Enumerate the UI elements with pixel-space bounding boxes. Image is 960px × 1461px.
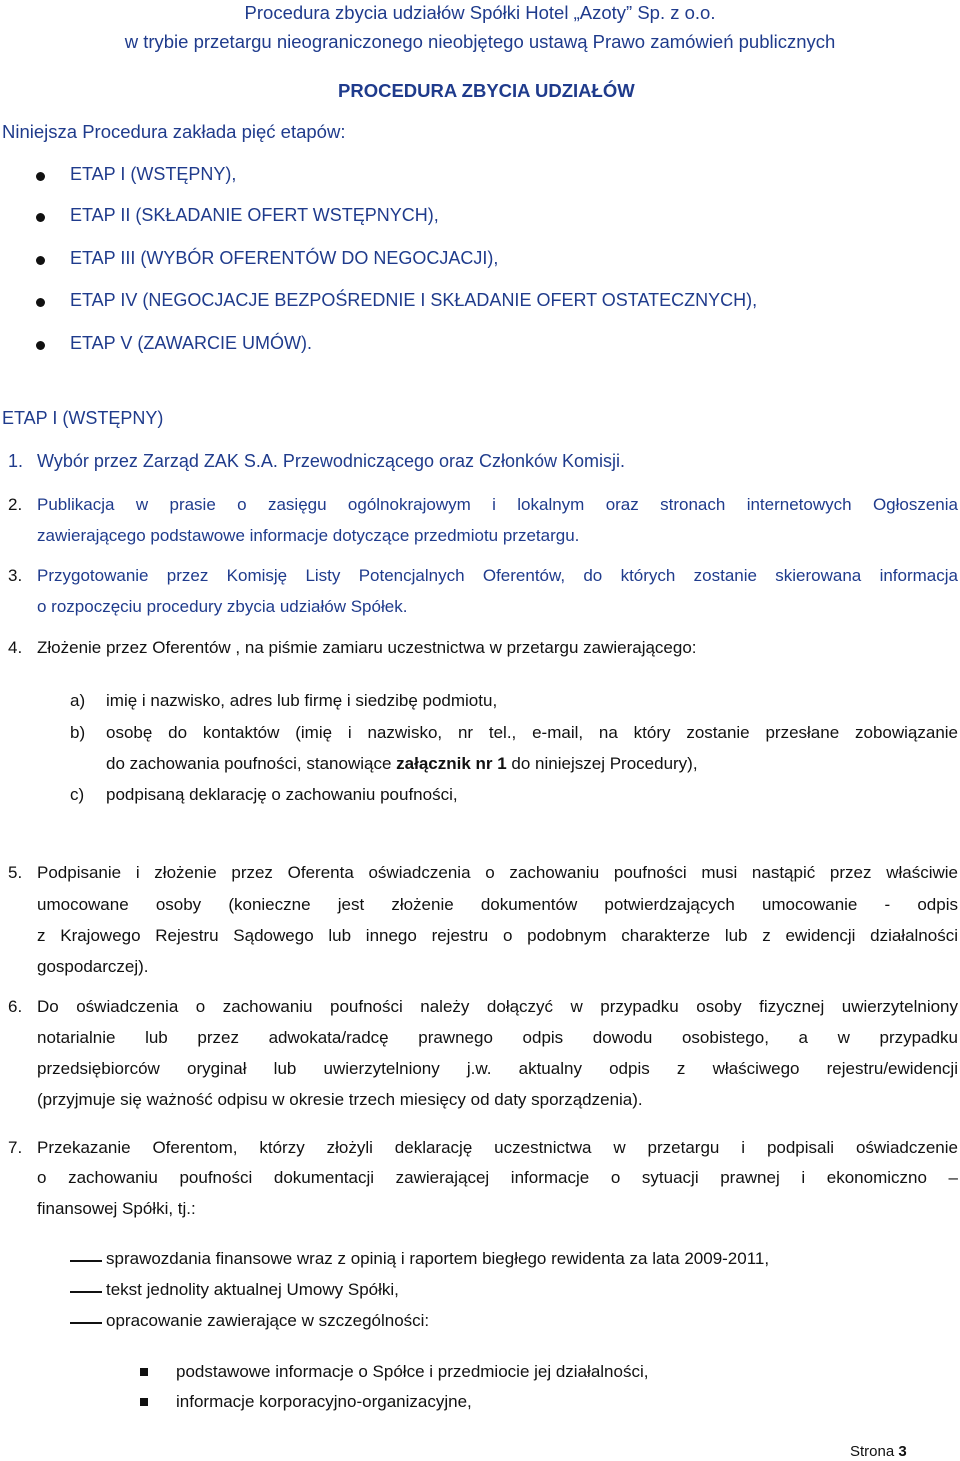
- item-5-line-1: Podpisanie i złożenie przez Oferenta oświadczenia o zachowaniu poufności musi nastąpić przez właściwie: [37, 863, 958, 882]
- item-4-text: Złożenie przez Oferentów , na piśmie zamiaru uczestnictwa w przetargu zawierającego:: [37, 638, 697, 657]
- item-number: 4.: [8, 638, 23, 657]
- item-6-line-3: przedsiębiorców oryginał lub uwierzytelniony j.w. aktualny odpis z właściwego rejestru/ewidencji: [37, 1059, 958, 1078]
- sub-label: a): [70, 691, 86, 710]
- sub-a-text: imię i nazwisko, adres lub firmę i siedzibę podmiotu,: [106, 691, 498, 710]
- item-5-line-2: umocowane osoby (konieczne jest złożenie dokumentów potwierdzających umocowanie - odpis: [37, 895, 958, 914]
- dash-item-1: sprawozdania finansowe wraz z opinią i raportem biegłego rewidenta za lata 2009-2011,: [106, 1249, 770, 1268]
- item-1-text: Wybór przez Zarząd ZAK S.A. Przewodniczącego oraz Członków Komisji.: [37, 451, 626, 471]
- item-7-line-1: Przekazanie Oferentom, którzy złożyli deklarację uczestnictwa w przetargu i podpisali oświadczenie: [37, 1138, 958, 1157]
- item-7-line-3: finansowej Spółki, tj.:: [37, 1199, 196, 1218]
- bullet-icon: [36, 341, 45, 350]
- page-number: 3: [898, 1443, 907, 1460]
- stage-3: ETAP III (WYBÓR OFERENTÓW DO NEGOCJACJI),: [70, 248, 499, 268]
- item-5-line-4: gospodarczej).: [37, 957, 149, 976]
- bullet-icon: [36, 172, 45, 181]
- square-bullet-icon: [140, 1368, 148, 1376]
- dash-item-3: opracowanie zawierające w szczególności:: [106, 1311, 430, 1330]
- dash-icon: [70, 1260, 102, 1262]
- bullet-icon: [36, 256, 45, 265]
- item-number: 6.: [8, 997, 23, 1016]
- intro-text: Niniejsza Procedura zakłada pięć etapów:: [2, 121, 346, 142]
- dash-icon: [70, 1322, 102, 1324]
- section-title: ETAP I (WSTĘPNY): [2, 408, 164, 428]
- item-6-line-2: notarialnie lub przez adwokata/radcę prawnego odpis dowodu osobistego, a w przypadku: [37, 1028, 958, 1047]
- sub-label: c): [70, 785, 85, 804]
- item-7-line-2: o zachowaniu poufności dokumentacji zawierającej informacje o sytuacji prawnej i ekonomiczno –: [37, 1168, 958, 1187]
- document-title: PROCEDURA ZBYCIA UDZIAŁÓW: [338, 80, 635, 101]
- square-item-2: informacje korporacyjno-organizacyjne,: [176, 1392, 472, 1411]
- square-item-1: podstawowe informacje o Spółce i przedmiocie jej działalności,: [176, 1362, 649, 1381]
- item-6-line-1: Do oświadczenia o zachowaniu poufności należy dołączyć w przypadku osoby fizycznej uwierzytelniony: [37, 997, 958, 1016]
- header-line-2: w trybie przetargu nieograniczonego nieobjętego ustawą Prawo zamówień publicznych: [124, 31, 836, 52]
- item-number: 7.: [8, 1138, 23, 1157]
- sub-b-line-1: osobę do kontaktów (imię i nazwisko, nr tel., e-mail, na który zostanie przesłane zobowiązanie: [106, 723, 958, 742]
- item-3-line-1: Przygotowanie przez Komisję Listy Potencjalnych Oferentów, do których zostanie skierowana informacja: [37, 566, 958, 585]
- stage-5: ETAP V (ZAWARCIE UMÓW).: [70, 333, 312, 353]
- item-number: 2.: [8, 495, 23, 514]
- dash-icon: [70, 1291, 102, 1293]
- header-line-1: Procedura zbycia udziałów Spółki Hotel „Azoty” Sp. z o.o.: [244, 2, 716, 23]
- stage-1: ETAP I (WSTĘPNY),: [70, 164, 237, 184]
- stage-4: ETAP IV (NEGOCJACJE BEZPOŚREDNIE I SKŁADANIE OFERT OSTATECZNYCH),: [70, 290, 758, 310]
- item-2-line-1: Publikacja w prasie o zasięgu ogólnokrajowym i lokalnym oraz stronach internetowych Ogłoszenia: [37, 495, 958, 514]
- item-2-line-2: zawierającego podstawowe informacje dotyczące przedmiotu przetargu.: [37, 526, 580, 545]
- dash-item-2: tekst jednolity aktualnej Umowy Spółki,: [106, 1280, 399, 1299]
- page-footer: [850, 1443, 907, 1460]
- item-6-line-4: (przyjmuje się ważność odpisu w okresie trzech miesięcy od daty sporządzenia).: [37, 1090, 643, 1109]
- bullet-icon: [36, 213, 45, 222]
- item-number: 5.: [8, 863, 23, 882]
- item-number: 3.: [8, 566, 23, 585]
- sub-c-text: podpisaną deklarację o zachowaniu poufności,: [106, 785, 458, 804]
- attachment-ref: załącznik nr 1: [396, 754, 507, 773]
- sub-label: b): [70, 723, 86, 742]
- item-number: 1.: [8, 451, 24, 471]
- bullet-icon: [36, 298, 45, 307]
- item-3-line-2: o rozpoczęciu procedury zbycia udziałów Spółek.: [37, 597, 408, 616]
- stage-2: ETAP II (SKŁADANIE OFERT WSTĘPNYCH),: [70, 205, 439, 225]
- item-5-line-3: z Krajowego Rejestru Sądowego lub innego rejestru o podobnym charakterze lub z ewidencji działalności: [37, 926, 958, 945]
- sub-b-line-2: do zachowania poufności, stanowiące załącznik nr 1 do niniejszej Procedury),: [106, 754, 698, 773]
- square-bullet-icon: [140, 1398, 148, 1406]
- page-label: Strona: [850, 1443, 895, 1460]
